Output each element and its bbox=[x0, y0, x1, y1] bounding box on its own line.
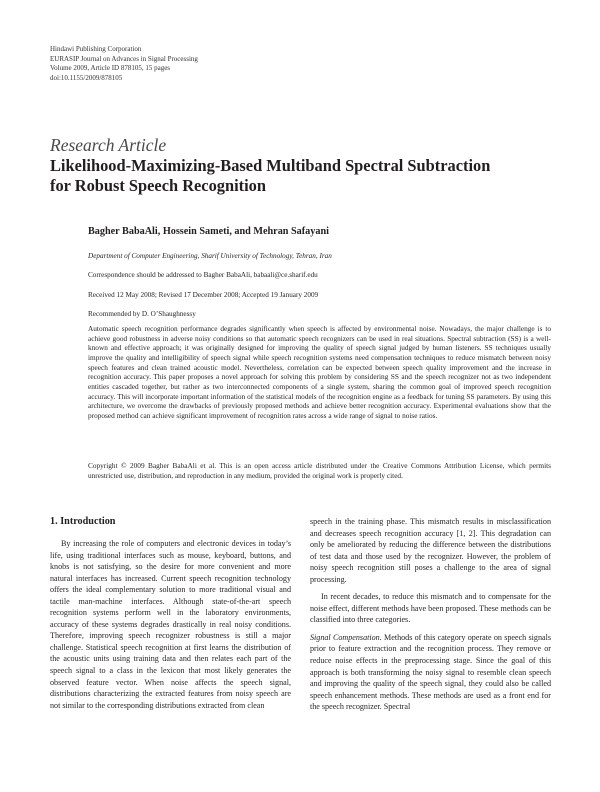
volume-line: Volume 2009, Article ID 878105, 15 pages bbox=[50, 64, 171, 72]
correspondence: Correspondence should be addressed to Bagher BabaAli, babaali@ce.sharif.edu bbox=[88, 271, 318, 279]
abstract: Automatic speech recognition performance degrades significantly when speech is affected by environmental noise. Nowadays, the major challenge is to achieve good robustness in adverse noisy conditions so that automatic speech recognizers can be used in real situations. Spectral subtraction (SS) is a well-known and effective approach; it was originally designed for improving the quality of speech signal judged by human listeners. SS techniques usually improve the quality and intelligibility of speech signal while speech recognition systems need compensation techniques to reduce mismatch between noisy speech features and clean trained acoustic model. Nevertheless, correlation can be expected between speech quality improvement and the increase in recognition accuracy. This paper proposes a novel approach for solving this problem by considering SS and the speech recognizer not as two independent entities cascaded together, but rather as two interconnected components of a single system, sharing the common goal of improved speech recognition accuracy. This will incorporate important information of the statistical models of the recognition engine as a feedback for tuning SS parameters. By using this architecture, we overcome the drawbacks of previously proposed methods and achieve better recognition accuracy. Experimental evaluations show that the proposed method can achieve significant improvement of recognition rates across a wide range of signal to noise ratios. bbox=[88, 324, 551, 420]
copyright-notice: Copyright © 2009 Bagher BabaAli et al. This is an open access article distributed under the Creative Commons Attribution License, which permits unrestricted use, distribution, and reproduction in any medium, provided the original work is properly cited. bbox=[88, 461, 551, 480]
right-column bbox=[310, 516, 551, 713]
publisher-line: Hindawi Publishing Corporation bbox=[50, 45, 142, 53]
doi-line: doi:10.1155/2009/878105 bbox=[50, 73, 123, 82]
paper-title bbox=[50, 156, 570, 196]
section-heading-introduction: 1. Introduction bbox=[50, 516, 116, 527]
left-column bbox=[50, 516, 291, 711]
title-line-2: for Robust Speech Recognition bbox=[50, 176, 266, 195]
title-line-1: Likelihood-Maximizing-Based Multiband Spectral Subtraction bbox=[50, 156, 491, 175]
body-paragraph-signal-compensation bbox=[310, 632, 551, 713]
recommended-by: Recommended by D. O’Shaughnessy bbox=[88, 310, 196, 318]
body-paragraph: By increasing the role of computers and electronic devices in today’s life, using traditional interfaces such as mouse, keyboard, buttons, and knobs is not satisfying, so the desire for more convenient and more natural interfaces has increased. Current speech recognition technology offers the ideal complementary solution to more traditional visual and tactile man-machine interfaces. Although state-of-the-art speech recognition systems perform well in the laboratory environments, accuracy of these systems degrades drastically in real noisy conditions. Therefore, improving speech recognizer robustness is still a major challenge. Statistical speech recognition at first learns the distribution of the acoustic units using training data and then relates each part of the speech signal to a class in the lexicon that most likely generates the observed feature vector. When noise affects the speech signal, distributions characterizing the extracted features from noisy speech are not similar to the corresponding distributions extracted from clean bbox=[50, 539, 291, 710]
body-paragraph: speech in the training phase. This mismatch results in misclassification and decreases speech recognition accuracy [1, 2]. This degradation can only be ameliorated by reducing the difference between the distributions of test data and those used by the recognizer. However, the problem of noisy speech recognition still poses a challenge to the area of signal processing. bbox=[310, 517, 551, 584]
history-dates: Received 12 May 2008; Revised 17 December 2008; Accepted 19 January 2009 bbox=[88, 291, 319, 299]
body-paragraph: In recent decades, to reduce this mismatch and to compensate for the noise effect, different methods have been proposed. These methods can be classified into three categories. bbox=[310, 592, 551, 625]
affiliation: Department of Computer Engineering, Sharif University of Technology, Tehran, Iran bbox=[88, 252, 332, 260]
runin-heading: Signal Compensation. bbox=[310, 632, 382, 642]
article-type: Research Article bbox=[50, 135, 167, 155]
journal-header bbox=[50, 45, 198, 83]
journal-line: EURASIP Journal on Advances in Signal Processing bbox=[50, 54, 198, 63]
author-list: Bagher BabaAli, Hossein Sameti, and Mehran Safayani bbox=[88, 226, 329, 237]
paragraph-text: Methods of this category operate on speech signals prior to feature extraction and the recognition process. They remove or reduce noise effects in the preprocessing stage. Since the goal of this approach is both transforming the noisy signal to resemble clean speech and improving the quality of the speech signal, they could also be called speech enhancement methods. These methods are used as a front end for the speech recognizer. Spectral bbox=[310, 632, 551, 712]
